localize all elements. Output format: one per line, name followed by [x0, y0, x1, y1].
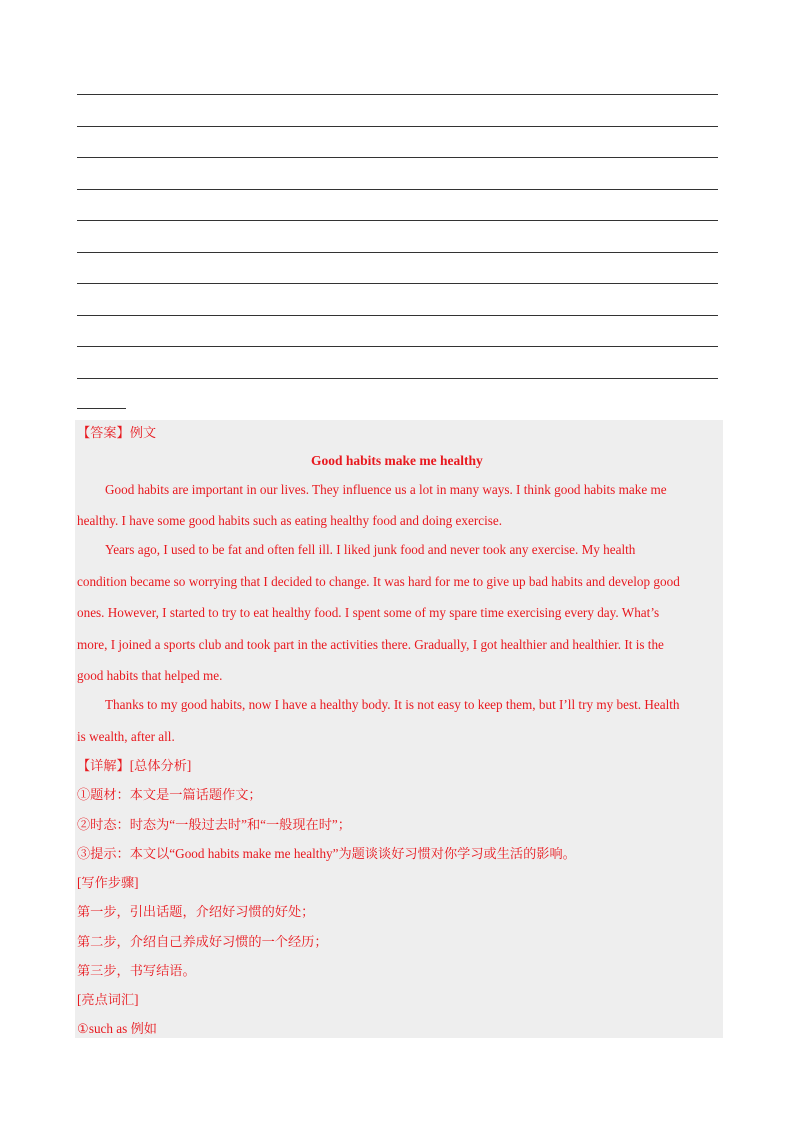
essay-line: good habits that helped me. — [77, 668, 223, 683]
essay-line: ones. However, I started to try to eat healthy food. I spent some of my spare time exercising every day. What’s — [77, 605, 660, 620]
step-item: 第三步，书写结语。 — [77, 963, 196, 978]
analysis-item: ①题材：本文是一篇话题作文； — [77, 787, 262, 802]
essay-line: Thanks to my good habits, now I have a healthy body. It is not easy to keep them, but I’ll try my best. Health — [105, 697, 680, 712]
writing-line — [77, 252, 718, 253]
writing-line — [77, 189, 718, 190]
essay-line: Good habits are important in our lives. They influence us a lot in many ways. I think good habits make me — [105, 482, 667, 497]
essay-line: more, I joined a sports club and took part in the activities there. Gradually, I got healthier and healthier. It is the — [77, 637, 664, 652]
short-writing-line — [77, 408, 126, 409]
step-item: 第二步，介绍自己养成好习惯的一个经历； — [77, 934, 328, 949]
steps-label: [写作步骤] — [77, 875, 139, 890]
vocab-label: [亮点词汇] — [77, 992, 139, 1007]
essay-line: healthy. I have some good habits such as eating healthy food and doing exercise. — [77, 513, 503, 528]
analysis-item: ③提示：本文以“Good habits make me healthy”为题谈谈好习惯对你学习或生活的影响。 — [77, 846, 576, 861]
answer-label: 【答案】例文 — [77, 425, 157, 440]
writing-line — [77, 315, 718, 316]
writing-line — [77, 346, 718, 347]
writing-line — [77, 94, 718, 95]
vocab-item: ①such as 例如 — [77, 1021, 157, 1036]
writing-line — [77, 220, 718, 221]
essay-line: condition became so worrying that I decided to change. It was hard for me to give up bad habits and develop good — [77, 574, 680, 589]
writing-line — [77, 126, 718, 127]
essay-line: Years ago, I used to be fat and often fell ill. I liked junk food and never took any exercise. My health — [105, 542, 636, 557]
writing-line — [77, 378, 718, 379]
step-item: 第一步，引出话题，介绍好习惯的好处； — [77, 904, 315, 919]
writing-line — [77, 283, 718, 284]
writing-line — [77, 157, 718, 158]
analysis-item: ②时态：时态为“一般过去时”和“一般现在时”； — [77, 817, 351, 832]
essay-title: Good habits make me healthy — [311, 453, 483, 468]
essay-line: is wealth, after all. — [77, 729, 175, 744]
analysis-label: 【详解】[总体分析] — [77, 758, 192, 773]
